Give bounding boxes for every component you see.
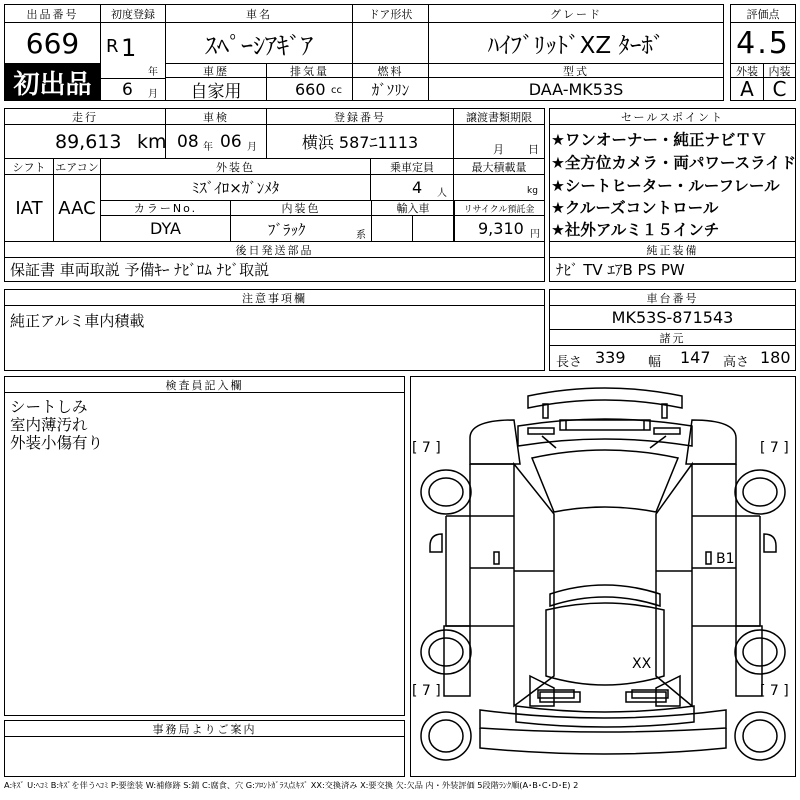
month-unit: 月	[148, 89, 158, 100]
height: 180	[760, 348, 791, 367]
exterior-label: 外装	[730, 63, 764, 78]
inspection-year: 08	[177, 132, 199, 152]
color-label: 外装色	[100, 158, 371, 175]
lot-number: 669	[4, 22, 101, 64]
chassis-label: 車台番号	[549, 289, 796, 306]
sales-point-4: ★クルーズコントロール	[551, 199, 719, 217]
sales-point-2: ★全方位カメラ・両パワースライド	[551, 154, 797, 172]
first-registration-label: 初度登録	[100, 4, 166, 23]
inspection-year-unit: 年	[203, 142, 213, 153]
inspector-line-1: シートしみ	[10, 398, 88, 416]
displacement-label: 排気量	[266, 63, 353, 78]
capacity-label: 乗車定員	[370, 158, 454, 175]
inspection-label: 車検	[165, 108, 267, 125]
chassis-number: MK53S-871543	[549, 305, 796, 330]
displacement-unit: cc	[331, 85, 342, 96]
capacity-unit: 人	[437, 188, 447, 199]
import-box-left	[371, 215, 413, 242]
reg-month: 6	[122, 80, 133, 100]
later-parts-label: 後日発送部品	[4, 241, 545, 258]
sales-points-label: セールスポイント	[549, 108, 796, 125]
capacity: 4	[412, 178, 423, 197]
equipment-label: 純正装備	[549, 241, 796, 258]
sales-point-3: ★シートヒーター・ルーフレール	[551, 177, 780, 195]
interior-score: C	[763, 77, 796, 101]
inspector-label: 検査員記入欄	[4, 376, 405, 393]
equipment: ﾅﾋﾞ TV ｴｱB PS PW	[549, 257, 796, 282]
car-name: ｽﾍﾟｰｼｱｷﾞｱ	[165, 22, 353, 64]
inspection-month-unit: 月	[247, 142, 257, 153]
tire-front-left: [ 7 ]	[412, 440, 441, 456]
door-label: ドア形状	[352, 4, 429, 23]
office-box	[4, 736, 405, 777]
tire-front-right: [ 7 ]	[760, 440, 789, 456]
sales-point-1: ★ワンオーナー・純正ナビＴＶ	[551, 131, 767, 149]
plate-label: 登録番号	[266, 108, 454, 125]
fuel-label: 燃料	[352, 63, 429, 78]
interior-label: 内装	[763, 63, 796, 78]
mileage-label: 走行	[4, 108, 166, 125]
mileage-unit: km	[137, 131, 167, 153]
era: R	[106, 36, 119, 57]
displacement: 660	[295, 80, 326, 99]
dims-box	[549, 345, 796, 371]
score: 4.5	[730, 22, 796, 64]
damage-mark-xx: XX	[632, 656, 652, 672]
notes: 純正アルミ車内積載	[4, 305, 545, 371]
history-label: 車歴	[165, 63, 267, 78]
shift-label: シフト	[4, 158, 54, 175]
recycle-label: リサイクル預託金	[453, 200, 545, 216]
recycle-unit: 円	[530, 229, 540, 240]
tire-rear-left: [ 7 ]	[412, 683, 441, 699]
max-load-unit: kg	[527, 186, 538, 196]
transfer-label: 譲渡書類期限	[453, 108, 545, 125]
interior-color-label: 内装色	[230, 200, 372, 216]
damage-mark-b1: B1	[716, 551, 735, 567]
model-code: DAA-MK53S	[428, 77, 724, 101]
grade: ﾊｲﾌﾞﾘｯﾄﾞXZ ﾀｰﾎﾞ	[428, 22, 724, 64]
inspection-month: 06	[220, 132, 242, 152]
exterior-score: A	[730, 77, 764, 101]
car-name-label: 車名	[165, 4, 353, 23]
width-label: 幅	[648, 355, 662, 370]
mileage: 89,613	[55, 131, 122, 153]
color-no-label: カラーNo.	[100, 200, 231, 216]
office-label: 事務局よりご案内	[4, 720, 405, 737]
width: 147	[680, 348, 711, 367]
history: 自家用	[165, 77, 267, 101]
car-diagram	[410, 376, 796, 777]
color-no: DYA	[100, 215, 231, 242]
recycle: 9,310	[478, 219, 524, 238]
interior-color-unit: 系	[356, 230, 366, 241]
notes-label: 注意事項欄	[4, 289, 545, 306]
legend: A:ｷｽﾞ U:ﾍｺﾐ B:ｷｽﾞを伴うﾍｺﾐ P:要塗装 W:補修跡 S:錆 C:腐食、穴 G:ﾌﾛﾝﾄｶﾞﾗｽ点ｷｽﾞ XX:交換済み X:要交換 欠:欠品 内・外装評価 5段階ﾗﾝｸ順(A･B･C･D･E) 2	[4, 780, 579, 790]
transfer-month: 月	[493, 143, 504, 156]
import-label: 輸入車	[371, 200, 455, 216]
inspector-line-2: 室内薄汚れ	[10, 416, 88, 434]
height-label: 高さ	[723, 355, 750, 370]
score-label: 評価点	[730, 4, 796, 23]
plate: 横浜 587ﾆ1113	[266, 124, 454, 159]
shift: IAT	[4, 174, 54, 242]
sales-point-5: ★社外アルミ１５インチ	[551, 221, 720, 239]
import-box-right	[412, 215, 455, 242]
era-year: 1	[121, 34, 137, 62]
later-parts: 保証書 車両取説 予備ｷｰ ﾅﾋﾞﾛﾑ ﾅﾋﾞ取説	[4, 257, 545, 282]
year-unit: 年	[148, 67, 158, 78]
grade-label: グレード	[428, 4, 724, 23]
ac-label: エアコン	[53, 158, 101, 175]
dims-label: 諸元	[549, 329, 796, 346]
door	[352, 22, 429, 64]
first-listing-badge: 初出品	[4, 64, 101, 101]
max-load-label: 最大積載量	[453, 158, 545, 175]
tire-rear-right: [ 7 ]	[760, 683, 789, 699]
inspector-line-3: 外装小傷有り	[10, 434, 104, 452]
length-label: 長さ	[556, 355, 583, 370]
color: ﾐｽﾞｲﾛ×ｶﾞﾝﾒﾀ	[100, 174, 371, 201]
transfer-day: 日	[528, 143, 539, 156]
lot-number-label: 出品番号	[4, 4, 101, 23]
fuel: ｶﾞｿﾘﾝ	[352, 77, 429, 101]
model-code-label: 型式	[428, 63, 724, 78]
interior-color: ﾌﾞﾗｯｸ	[268, 221, 306, 239]
ac: AAC	[53, 174, 101, 242]
length: 339	[595, 348, 626, 367]
